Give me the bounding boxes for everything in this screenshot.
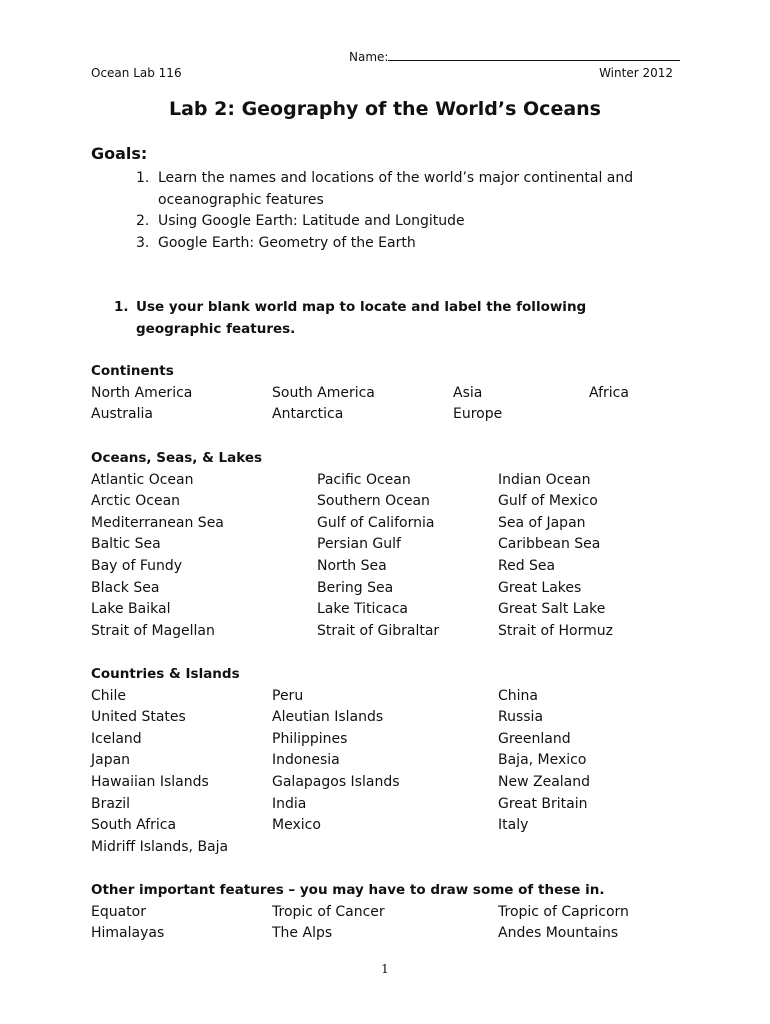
list-item: Mediterranean Sea — [91, 514, 224, 531]
list-row — [91, 491, 598, 513]
list-item: India — [272, 795, 307, 812]
list-row — [91, 707, 544, 729]
countries-section — [91, 664, 590, 858]
page-number: 1 — [381, 962, 389, 976]
list-row — [91, 404, 503, 426]
list-item: Australia — [91, 406, 153, 423]
list-row — [91, 534, 601, 556]
list-row — [91, 578, 582, 600]
list-item: The Alps — [272, 925, 333, 942]
list-item: Andes Mountains — [498, 925, 619, 942]
list-item: Mexico — [272, 817, 321, 834]
list-item: United States — [91, 709, 186, 726]
list-item: Japan — [91, 752, 131, 769]
list-row — [91, 729, 571, 751]
question-number: 1. — [114, 299, 129, 315]
list-item: Caribbean Sea — [498, 536, 601, 553]
list-item: Southern Ocean — [317, 493, 430, 510]
list-item: Midriff Islands, Baja — [91, 838, 229, 855]
list-item: Antarctica — [272, 406, 344, 423]
goal-number: 1. — [136, 170, 150, 186]
list-item: Bay of Fundy — [91, 557, 183, 574]
list-item: Asia — [453, 384, 483, 401]
list-item: North America — [91, 384, 193, 401]
list-item: Red Sea — [498, 557, 556, 574]
goal-text: Using Google Earth: Latitude and Longitude — [158, 213, 465, 229]
list-item: Peru — [272, 687, 304, 704]
list-item: Tropic of Cancer — [272, 903, 385, 920]
list-item: Aleutian Islands — [272, 709, 384, 726]
page-title: Lab 2: Geography of the World’s Oceans — [169, 98, 601, 120]
goal-number: 2. — [136, 213, 150, 229]
list-item: Chile — [91, 687, 127, 704]
list-item: Gulf of California — [317, 514, 435, 531]
goal-item — [136, 233, 656, 255]
goals-heading: Goals: — [91, 144, 148, 163]
list-item: Tropic of Capricorn — [498, 903, 629, 920]
list-item: Atlantic Ocean — [91, 471, 194, 488]
list-item: Hawaiian Islands — [91, 773, 209, 790]
list-item: North Sea — [317, 557, 387, 574]
continents-heading: Continents — [91, 363, 174, 379]
list-item: Baja, Mexico — [498, 752, 587, 769]
list-item: Europe — [453, 406, 503, 423]
list-item: Brazil — [91, 795, 131, 812]
list-row — [91, 513, 586, 535]
name-label: Name: — [349, 50, 389, 64]
list-item: Strait of Magellan — [91, 622, 215, 639]
list-item: Indonesia — [272, 752, 340, 769]
goals-list — [136, 168, 656, 254]
list-row — [91, 383, 629, 405]
goal-item — [136, 211, 656, 233]
list-item: Iceland — [91, 730, 142, 747]
question-1 — [114, 297, 674, 340]
list-item: New Zealand — [498, 773, 590, 790]
other-features-section — [91, 880, 629, 945]
list-item: Africa — [589, 384, 629, 401]
list-item: South Africa — [91, 817, 177, 834]
list-item: Russia — [498, 709, 544, 726]
goal-item — [136, 168, 656, 211]
list-item: South America — [272, 384, 375, 401]
list-row — [91, 750, 587, 772]
list-row — [91, 902, 629, 924]
list-item: Great Lakes — [498, 579, 582, 596]
list-item: Equator — [91, 903, 146, 920]
list-item: Baltic Sea — [91, 536, 161, 553]
list-row — [91, 599, 606, 621]
list-item: Arctic Ocean — [91, 493, 181, 510]
list-item: Pacific Ocean — [317, 471, 411, 488]
list-row — [91, 923, 619, 945]
name-blank-line[interactable] — [388, 48, 680, 61]
term-label: Winter 2012 — [599, 66, 673, 80]
list-row — [91, 556, 556, 578]
list-item: China — [498, 687, 538, 704]
list-item: Great Salt Lake — [498, 601, 606, 618]
list-item: Lake Titicaca — [317, 601, 408, 618]
list-item: Indian Ocean — [498, 471, 591, 488]
list-item: Strait of Hormuz — [498, 622, 613, 639]
list-row — [91, 621, 613, 643]
other-features-heading: Other important features – you may have to draw some of these in. — [91, 882, 605, 898]
list-item: Persian Gulf — [317, 536, 401, 553]
goal-text: Learn the names and locations of the world’s major continental and oceanographic features — [158, 170, 634, 208]
list-row — [91, 772, 590, 794]
goal-number: 3. — [136, 234, 150, 251]
list-item: Galapagos Islands — [272, 773, 400, 790]
list-item: Philippines — [272, 730, 348, 747]
list-row — [91, 815, 529, 837]
oceans-section — [91, 448, 613, 642]
oceans-heading: Oceans, Seas, & Lakes — [91, 450, 263, 466]
list-row — [91, 794, 588, 816]
list-item: Greenland — [498, 730, 571, 747]
list-item: Bering Sea — [317, 579, 394, 596]
list-item: Lake Baikal — [91, 601, 171, 618]
course-label: Ocean Lab 116 — [91, 66, 182, 80]
list-row — [91, 470, 591, 492]
list-row — [91, 686, 538, 708]
list-item: Strait of Gibraltar — [317, 622, 440, 639]
list-item: Gulf of Mexico — [498, 493, 598, 510]
list-item: Great Britain — [498, 795, 588, 812]
list-item: Himalayas — [91, 925, 165, 942]
question-text: Use your blank world map to locate and label the following geographic features. — [136, 299, 587, 337]
continents-section — [91, 361, 629, 426]
list-item: Italy — [498, 817, 529, 834]
goal-text: Google Earth: Geometry of the Earth — [158, 234, 416, 251]
countries-heading: Countries & Islands — [91, 666, 240, 682]
name-field[interactable] — [349, 48, 680, 64]
list-item: Black Sea — [91, 579, 160, 596]
list-item: Sea of Japan — [498, 514, 586, 531]
list-row — [91, 837, 240, 859]
